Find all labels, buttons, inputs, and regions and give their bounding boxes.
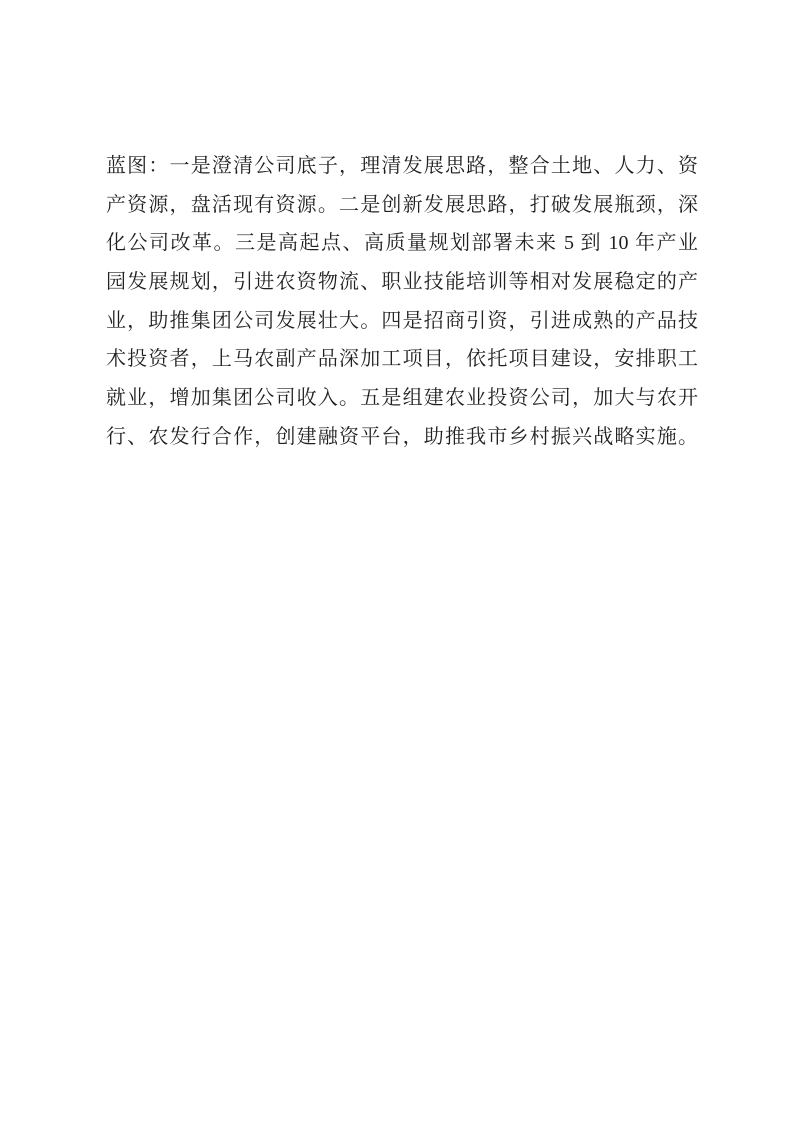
body-paragraph: [106, 147, 698, 457]
text-line: 行、农发行合作，创建融资平台，助推我市乡村振兴战略实施。: [106, 425, 698, 448]
text-line: 化公司改革。三是高起点、高质量规划部署未来 5 到 10 年产业: [106, 232, 698, 255]
text-line: 园发展规划，引进农资物流、职业技能培训等相对发展稳定的产: [106, 271, 698, 294]
text-line: 业，助推集团公司发展壮大。四是招商引资，引进成熟的产品技: [106, 309, 698, 332]
text-line: 产资源，盘活现有资源。二是创新发展思路，打破发展瓶颈，深: [106, 193, 698, 216]
text-line: 就业，增加集团公司收入。五是组建农业投资公司，加大与农开: [106, 387, 698, 410]
text-line: 术投资者，上马农副产品深加工项目，依托项目建设，安排职工: [106, 348, 698, 371]
text-line: 蓝图：一是澄清公司底子，理清发展思路，整合土地、人力、资: [106, 155, 698, 177]
